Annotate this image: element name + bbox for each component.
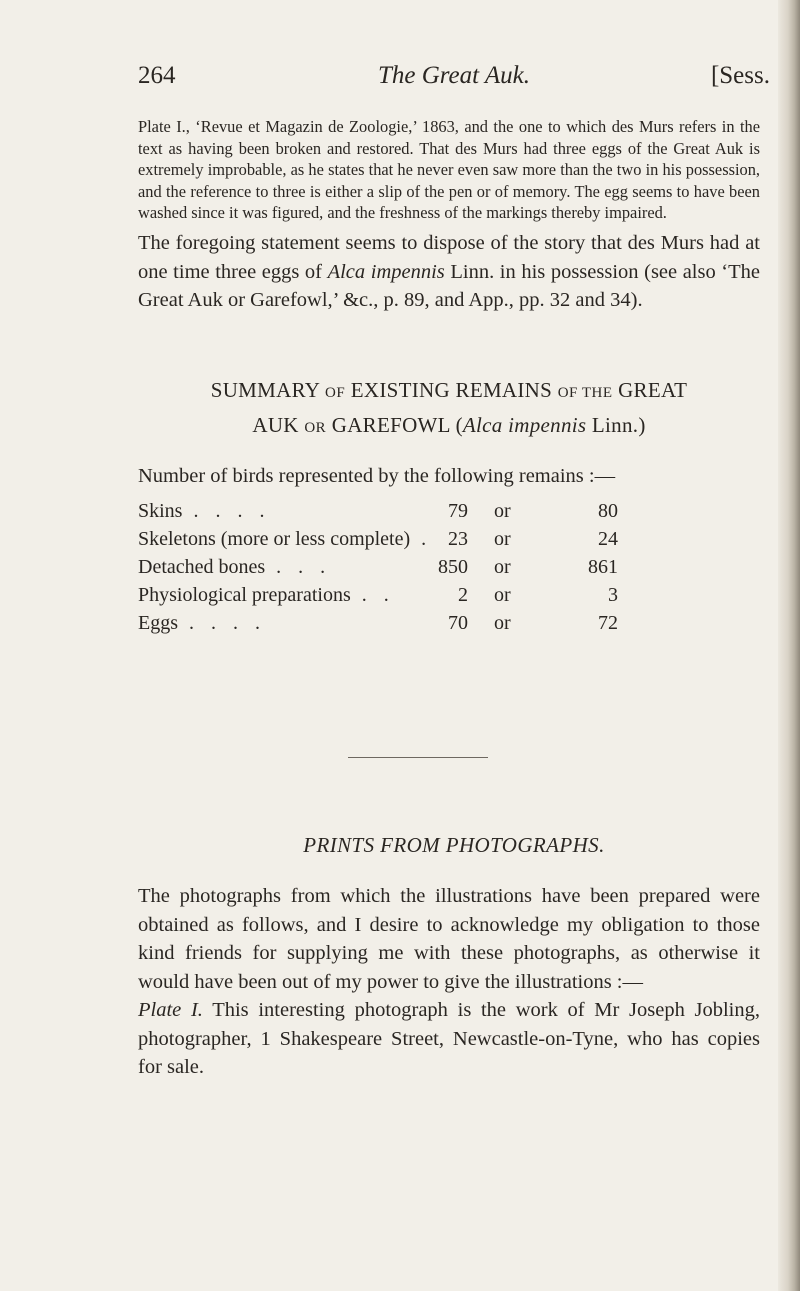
paragraph-photographs [138,882,760,1082]
remains-count-high: 3 [608,584,618,606]
remains-count-high: 80 [598,500,618,522]
summary-word-3: GREAT [618,378,688,402]
remains-or: or [494,528,511,550]
summary-of-1: OF [325,385,346,401]
summary-paren-open: ( [455,413,463,437]
remains-or: or [494,500,511,522]
remains-count-low: 2 [458,584,468,606]
remains-table [138,500,618,640]
number-of-birds-line [138,462,760,490]
paragraph-1-text: Plate I., ‘Revue et Magazin de Zoologie,’ 1863, and the one to which des Murs refers in the text as having been broken and restored. That des Murs had three eggs of the Great Auk is extremely improbable, as he states that he never even saw more than the two in his possession, and the reference to three is either a slip of the pen or of memory. The egg seems to have been washed since it was figured, and the freshness of the markings thereby impaired. [138,117,760,223]
paragraph-2-species: Alca impennis [327,260,445,283]
remains-count-high: 72 [598,612,618,634]
paragraph-4-text [138,996,760,1082]
summary-or: OR [304,420,327,436]
remains-count-low: 850 [438,556,468,578]
remains-label: Skeletons (more or less complete) . [138,528,433,550]
summary-word-5: GAREFOWL [331,413,451,437]
remains-count-low: 70 [448,612,468,634]
prints-heading: PRINTS FROM PHOTOGRAPHS. [303,833,605,857]
summary-heading [138,374,760,444]
table-row [138,584,618,612]
remains-label: Skins . . . . [138,500,271,522]
paragraph-2-after: Linn. in his possession (see also ‘The Great Auk or Garefowl,’ &c., p. 89, and App., pp. 32 and 34). [138,260,761,311]
remains-or: or [494,556,511,578]
summary-species: Alca impennis [462,413,587,437]
remains-count-low: 79 [448,500,468,522]
remains-label: Physiological preparations . . [138,584,395,606]
paragraph-3-text: The photographs from which the illustrations have been prepared were obtained as follows, and I desire to acknowledge my obligation to those kind friends for supplying me with these photographs, as otherwise it would have been out of my power to give the illustrations :— [138,885,760,993]
paragraph-4-body: This interesting photograph is the work of Mr Joseph Jobling, photographer, 1 Shakespeare Street, Newcastle-on-Tyne, who has copies for sale. [138,999,760,1078]
remains-label: Eggs . . . . [138,612,266,634]
summary-word-1: SUMMARY [210,378,320,402]
remains-or: or [494,584,511,606]
remains-count-high: 861 [588,556,618,578]
remains-or: or [494,612,511,634]
section-divider [348,757,488,758]
paragraph-2-text [138,229,760,315]
table-row [138,556,618,584]
paragraph-plate-description [138,116,760,224]
page-edge-shadow [778,0,800,1291]
summary-tail: Linn.) [586,413,646,437]
session-label: [Sess. [710,62,770,89]
remains-label: Detached bones . . . [138,556,332,578]
number-line-text: Number of birds represented by the following remains :— [138,465,616,487]
paragraph-2-before: The foregoing statement seems to dispose of the story that des Murs had at one time three eggs of [138,232,760,283]
table-row [138,500,618,528]
running-header [138,62,770,102]
summary-word-4: AUK [252,413,299,437]
remains-count-high: 24 [598,528,618,550]
page-number: 264 [138,62,176,89]
summary-word-2: EXISTING REMAINS [350,378,553,402]
remains-count-low: 23 [448,528,468,550]
table-row [138,528,618,556]
running-title: The Great Auk. [377,62,531,89]
table-row [138,612,618,640]
paragraph-foregoing-statement [138,229,760,315]
summary-of-2: OF THE [557,385,613,401]
paragraph-4-plate: Plate I. [138,999,203,1021]
